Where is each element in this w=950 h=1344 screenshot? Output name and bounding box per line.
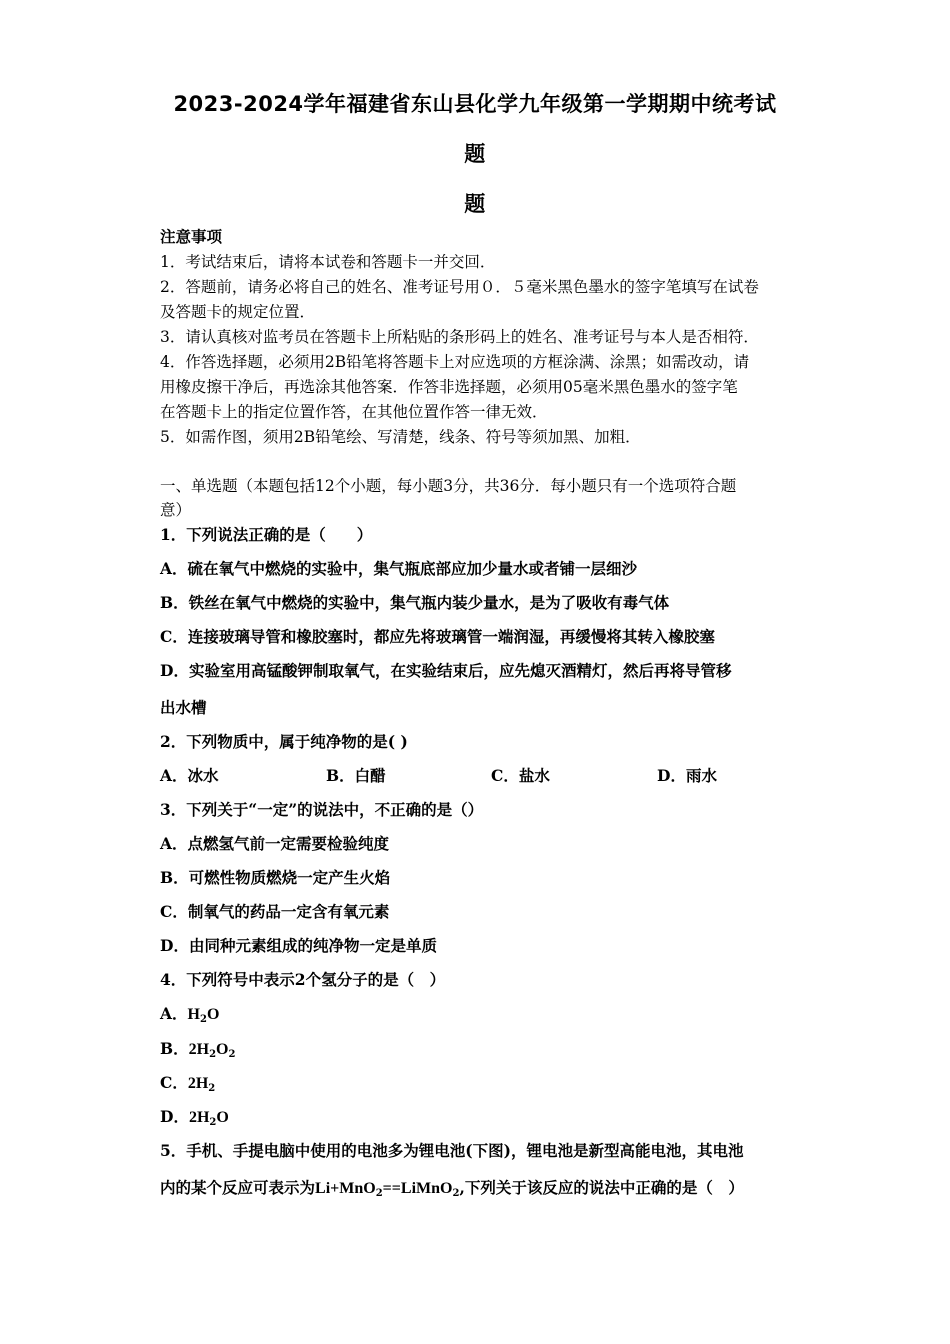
question-5-stem: 5．手机、手提电脑中使用的电池多为锂电池(下图)，锂电池是新型高能电池，其电池 [160, 1141, 744, 1160]
question-3-option-b: B．可燃性物质燃烧一定产生火焰 [160, 868, 391, 887]
section-heading: 一、单选题（本题包括12个小题，每小题3分，共36分．每小题只有一个选项符合题 [160, 477, 737, 495]
question-1-stem: 1．下列说法正确的是（ ） [160, 525, 373, 544]
notice-heading: 注意事项 [160, 227, 223, 246]
notice-item: 3．请认真核对监考员在答题卡上所粘贴的条形码上的姓名、准考证号与本人是否相符． [160, 328, 759, 346]
question-1-option-d-continued: 出水槽 [160, 698, 207, 717]
question-2-option-c: C．盐水 [491, 766, 550, 785]
notice-item: 在答题卡上的指定位置作答，在其他位置作答一律无效． [160, 403, 548, 421]
question-4-option-c: C．$2H_2$ [160, 1073, 216, 1094]
question-3-option-c: C．制氧气的药品一定含有氧元素 [160, 902, 390, 921]
notice-item: 用橡皮擦干净后，再选涂其他答案．作答非选择题，必须用05毫米黑色墨水的签字笔 [160, 378, 738, 396]
notice-item: 1．考试结束后，请将本试卷和答题卡一并交回． [160, 253, 496, 271]
notice-item: 4．作答选择题，必须用2B铅笔将答题卡上对应选项的方框涂满、涂黑；如需改动，请 [160, 353, 750, 371]
question-4-option-b: B．$2H_2O_2$ [160, 1039, 236, 1060]
question-3-option-a: A．点燃氢气前一定需要检验纯度 [160, 834, 390, 853]
question-3-stem: 3．下列关于“一定”的说法中，不正确的是（） [160, 800, 484, 819]
question-5-stem-continued: 内的某个反应可表示为Li+MnO$_2$==LiMnO$_2$,下列关于该反应的说法中正确的是（ ） [160, 1178, 744, 1199]
notice-item: 2．答题前，请务必将自己的姓名、准考证号用０．５毫米黑色墨水的签字笔填写在试卷 [160, 278, 759, 296]
question-2-option-d: D．雨水 [657, 766, 717, 785]
question-1-option-b: B．铁丝在氧气中燃烧的实验中，集气瓶内装少量水，是为了吸收有毒气体 [160, 593, 670, 612]
question-4-option-d: D．$2H_2O$ [160, 1107, 229, 1128]
question-3-option-d: D．由同种元素组成的纯净物一定是单质 [160, 936, 437, 955]
question-4-stem: 4．下列符号中表示2个氢分子的是（ ） [160, 970, 446, 989]
exam-title-repeat: 题 [464, 192, 486, 216]
question-2-option-b: B．白醋 [326, 766, 386, 785]
notice-item: 5．如需作图，须用2B铅笔绘、写清楚，线条、符号等须加黑、加粗． [160, 428, 641, 446]
question-1-option-a: A．硫在氧气中燃烧的实验中，集气瓶底部应加少量水或者铺一层细沙 [160, 559, 638, 578]
notice-item: 及答题卡的规定位置． [160, 303, 316, 321]
section-heading-continued: 意） [160, 501, 192, 519]
exam-title-continued: 题 [464, 142, 486, 166]
exam-title: 2023-2024学年福建省东山县化学九年级第一学期期中统考试 [173, 92, 777, 116]
question-2-option-a: A．冰水 [160, 766, 219, 785]
question-4-option-a: A．$H_2O$ [160, 1004, 220, 1025]
question-1-option-d: D．实验室用高锰酸钾制取氧气，在实验结束后，应先熄灭酒精灯，然后再将导管移 [160, 661, 732, 680]
question-1-option-c: C．连接玻璃导管和橡胶塞时，都应先将玻璃管一端润湿，再缓慢将其转入橡胶塞 [160, 627, 715, 646]
question-2-stem: 2．下列物质中，属于纯净物的是( ) [160, 732, 408, 751]
